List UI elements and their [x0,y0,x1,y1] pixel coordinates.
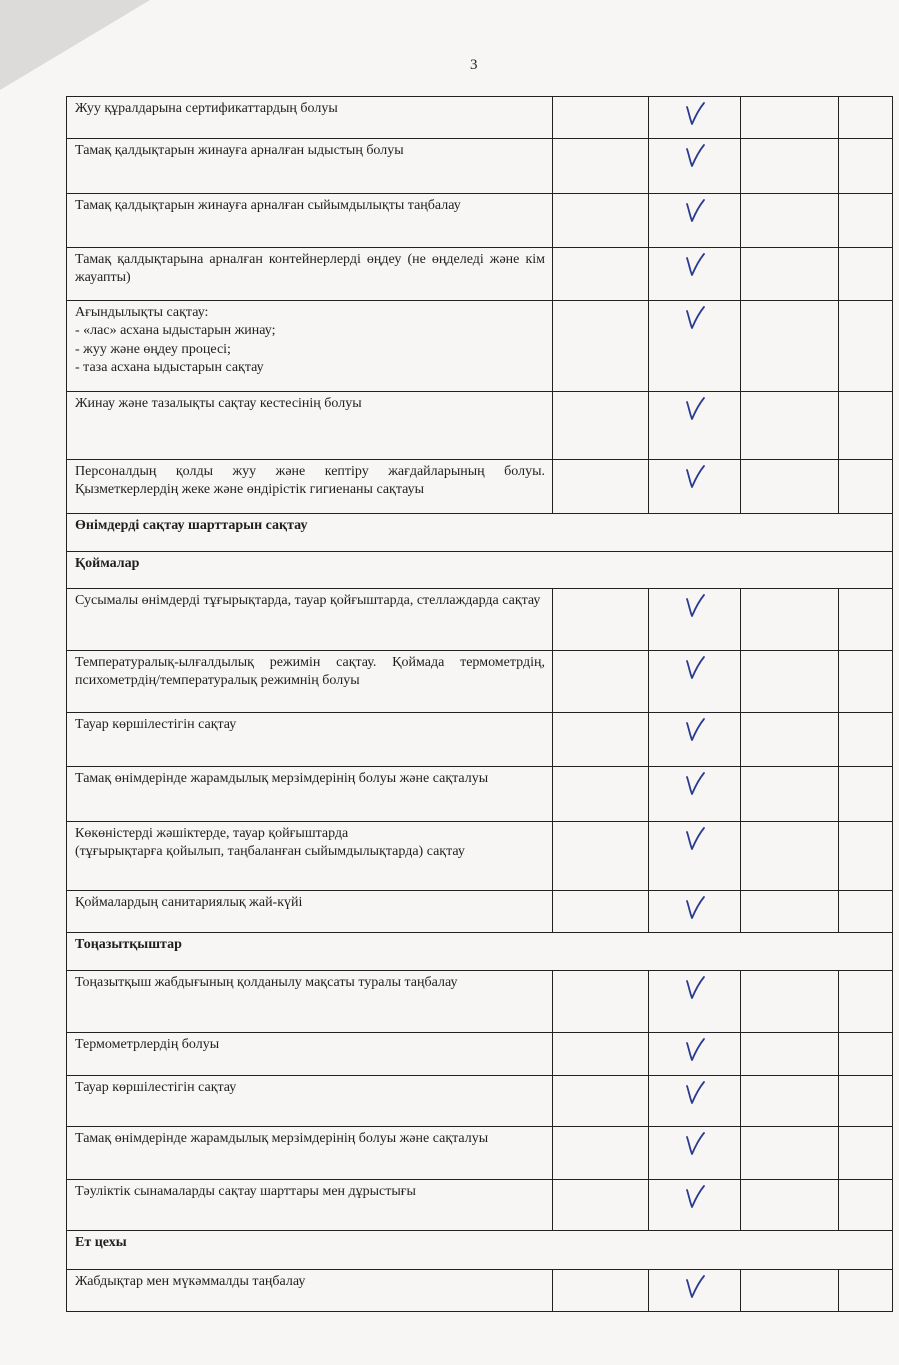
empty-cell [839,460,893,514]
handwritten-checkmark-icon [682,770,708,798]
empty-cell [553,97,649,139]
empty-cell [741,460,839,514]
empty-cell [553,767,649,822]
requirement-text: Жуу құралдарына сертификаттардың болуы [67,97,553,139]
empty-cell [553,971,649,1033]
empty-cell [741,589,839,651]
requirement-text: Сусымалы өнімдерді тұғырықтарда, тауар қойғыштарда, стеллаждарда сақтау [67,589,553,651]
checklist-row [67,194,893,248]
compliance-cell [649,194,741,248]
compliance-cell [649,1179,741,1230]
requirement-text [67,822,553,891]
empty-cell [741,767,839,822]
empty-cell [553,891,649,933]
requirement-text: Тамақ өнімдерінде жарамдылық мерзімдерінің болуы және сақталуы [67,1126,553,1179]
empty-cell [741,301,839,392]
handwritten-checkmark-icon [682,894,708,922]
compliance-cell [649,392,741,460]
section-heading: Өнімдерді сақтау шарттарын сақтау [67,514,893,552]
empty-cell [553,1033,649,1075]
empty-cell [553,194,649,248]
empty-cell [741,713,839,767]
empty-cell [839,971,893,1033]
handwritten-checkmark-icon [682,1079,708,1107]
compliance-cell [649,460,741,514]
handwritten-checkmark-icon [682,142,708,170]
checklist-row [67,891,893,933]
handwritten-checkmark-icon [682,825,708,853]
page-corner-shadow [0,0,150,90]
compliance-cell [649,1075,741,1126]
checklist-row [67,589,893,651]
compliance-cell [649,822,741,891]
section-heading: Ет цехы [67,1230,893,1269]
empty-cell [741,822,839,891]
compliance-cell [649,1033,741,1075]
empty-cell [741,248,839,301]
checklist-row [67,713,893,767]
handwritten-checkmark-icon [682,463,708,491]
empty-cell [839,97,893,139]
checklist-row [67,971,893,1033]
handwritten-checkmark-icon [682,716,708,744]
compliance-cell [649,248,741,301]
checklist-row [67,1075,893,1126]
empty-cell [553,1075,649,1126]
empty-cell [839,1179,893,1230]
handwritten-checkmark-icon [682,395,708,423]
empty-cell [839,651,893,713]
requirement-text: Жинау және тазалықты сақтау кестесінің болуы [67,392,553,460]
empty-cell [839,301,893,392]
requirement-line: - таза асхана ыдыстарын сақтау [75,359,264,375]
checklist-row [67,460,893,514]
requirement-text: Тауар көршілестігін сақтау [67,1075,553,1126]
empty-cell [553,713,649,767]
compliance-cell [649,713,741,767]
empty-cell [741,97,839,139]
requirement-text [67,301,553,392]
empty-cell [553,301,649,392]
compliance-cell [649,971,741,1033]
empty-cell [553,248,649,301]
requirement-text: Тамақ қалдықтарын жинауға арналған сыйымдылықты таңбалау [67,194,553,248]
checklist-body [67,97,893,1312]
handwritten-checkmark-icon [682,304,708,332]
handwritten-checkmark-icon [682,974,708,1002]
requirement-text: Тоңазытқыш жабдығының қолданылу мақсаты туралы таңбалау [67,971,553,1033]
empty-cell [839,248,893,301]
requirement-text: Термометрлердің болуы [67,1033,553,1075]
handwritten-checkmark-icon [682,197,708,225]
section-row [67,552,893,589]
empty-cell [741,971,839,1033]
handwritten-checkmark-icon [682,1183,708,1211]
checklist-row [67,97,893,139]
compliance-cell [649,1269,741,1311]
requirement-text: Температуралық-ылғалдылық режимін сақтау. Қоймада термометрдің, психометрдің/температуралық режимнің болуы [67,651,553,713]
inspection-checklist-table [66,96,893,1312]
handwritten-checkmark-icon [682,1130,708,1158]
empty-cell [839,139,893,194]
empty-cell [741,1269,839,1311]
checklist-row [67,1033,893,1075]
compliance-cell [649,139,741,194]
requirement-text: Персоналдың қолды жуу және кептіру жағдайларының болуы. Қызметкерлердің жеке және өндірістік гигиенаны сақтауы [67,460,553,514]
empty-cell [553,822,649,891]
requirement-line: - «лас» асхана ыдыстарын жинау; [75,323,276,339]
compliance-cell [649,891,741,933]
empty-cell [741,392,839,460]
checklist-row [67,139,893,194]
empty-cell [839,822,893,891]
checklist-row [67,1179,893,1230]
checklist-row [67,651,893,713]
requirement-text: Қоймалардың санитариялық жай-күйі [67,891,553,933]
checklist-row [67,392,893,460]
empty-cell [741,139,839,194]
empty-cell [741,1075,839,1126]
handwritten-checkmark-icon [682,1273,708,1301]
empty-cell [553,1179,649,1230]
requirement-line: - жуу және өңдеу процесі; [75,341,231,357]
handwritten-checkmark-icon [682,654,708,682]
empty-cell [839,1033,893,1075]
requirement-line: Көкөністерді жәшіктерде, тауар қойғыштарда [75,826,349,842]
section-heading: Қоймалар [67,552,893,589]
empty-cell [553,651,649,713]
empty-cell [553,460,649,514]
checklist-row [67,301,893,392]
empty-cell [553,1269,649,1311]
section-row [67,933,893,971]
requirement-text: Жабдықтар мен мүкәммалды таңбалау [67,1269,553,1311]
checklist-row [67,1269,893,1311]
page-number: 3 [470,57,478,73]
section-heading: Тоңазытқыштар [67,933,893,971]
compliance-cell [649,651,741,713]
empty-cell [741,1033,839,1075]
empty-cell [741,651,839,713]
empty-cell [741,891,839,933]
empty-cell [741,194,839,248]
empty-cell [553,589,649,651]
requirement-text: Тамақ қалдықтарын жинауға арналған ыдыстың болуы [67,139,553,194]
compliance-cell [649,301,741,392]
handwritten-checkmark-icon [682,100,708,128]
empty-cell [839,392,893,460]
empty-cell [839,589,893,651]
checklist-row [67,248,893,301]
empty-cell [741,1126,839,1179]
empty-cell [741,1179,839,1230]
compliance-cell [649,767,741,822]
requirement-line: Ағындылықты сақтау: [75,305,209,321]
empty-cell [553,139,649,194]
empty-cell [553,1126,649,1179]
section-row [67,1230,893,1269]
requirement-text: Тамақ өнімдерінде жарамдылық мерзімдерінің болуы және сақталуы [67,767,553,822]
empty-cell [839,713,893,767]
requirement-text: Тәуліктік сынамаларды сақтау шарттары мен дұрыстығы [67,1179,553,1230]
handwritten-checkmark-icon [682,592,708,620]
empty-cell [839,1269,893,1311]
requirement-line: (тұғырықтарға қойылып, таңбаланған сыйымдылықтарда) сақтау [75,844,465,860]
requirement-text: Тамақ қалдықтарына арналған контейнерлерді өңдеу (не өңделеді және кім жауапты) [67,248,553,301]
checklist-row [67,1126,893,1179]
compliance-cell [649,589,741,651]
handwritten-checkmark-icon [682,251,708,279]
empty-cell [839,194,893,248]
checklist-row [67,767,893,822]
handwritten-checkmark-icon [682,1036,708,1064]
section-row [67,514,893,552]
empty-cell [839,1126,893,1179]
requirement-text: Тауар көршілестігін сақтау [67,713,553,767]
empty-cell [553,392,649,460]
compliance-cell [649,1126,741,1179]
empty-cell [839,891,893,933]
checklist-row [67,822,893,891]
empty-cell [839,1075,893,1126]
compliance-cell [649,97,741,139]
empty-cell [839,767,893,822]
